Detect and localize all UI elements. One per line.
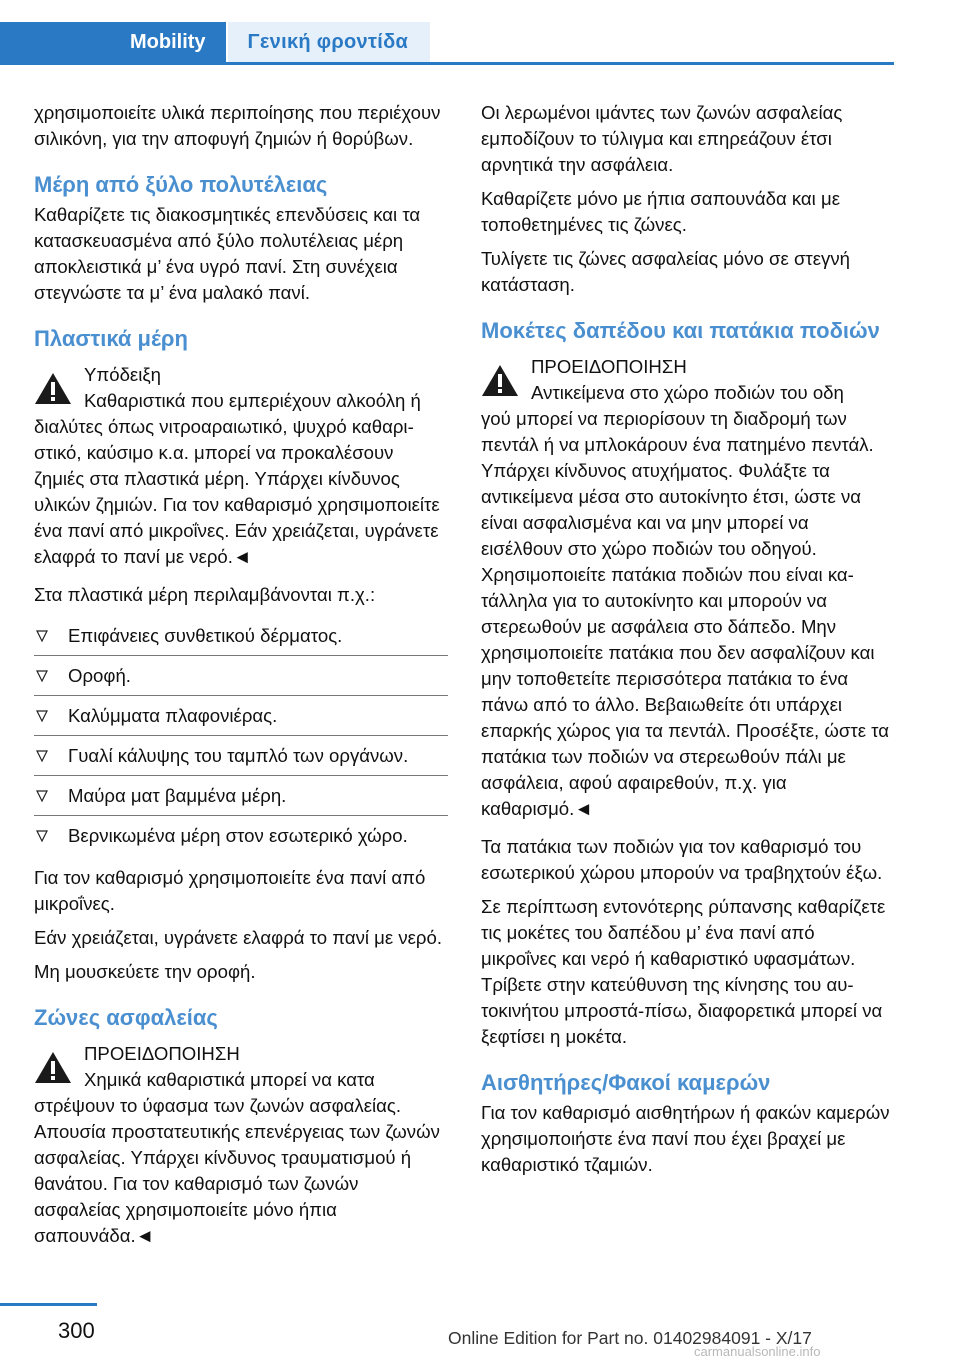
heading-floor-mats: Μοκέτες δαπέδου και πατάκια ποδιών <box>481 318 880 343</box>
plastic-parts-list <box>34 616 448 855</box>
left-column <box>34 100 448 1261</box>
list-item: Βερνικωμένα μέρη στον εσωτερικό χώρο. <box>34 815 448 855</box>
paragraph-intro: χρησιμοποιείτε υλικά περιποίησης που περιέχουν σιλικόνη, για την αποφυγή ζημιών ή θορύβων. <box>34 102 441 149</box>
warning-seat-belts <box>34 1041 448 1249</box>
paragraph-plastic-roof: Μη μουσκεύετε την οροφή. <box>34 961 256 982</box>
heading-sensors: Αισθητήρες/Φακοί καμερών <box>481 1070 771 1095</box>
page-number: 300 <box>58 1318 95 1343</box>
paragraph-plastic-cleaning: Για τον καθαρισμό χρησιμοποιείτε ένα πανί από μικροΐνες. <box>34 867 426 914</box>
warning-floor-mats-text: γού μπορεί να περιορίσουν τη διαδρομή των πεντάλ ή να μπλοκάρουν ένα πατημένο πεντάλ. Υπάρχει κίνδυνος ατυχήματος. Φυλάξτε τα αντικείμενα μέσα στο αυτοκίνητο έτσι, ώστε να είναι ασφαλισμένα και να μην μπορεί να εισέλθουν στο χώρο ποδιών του οδηγού. Χρησιμοποιείτε πατάκια ποδιών που είναι κατάλληλα για το αυτοκίνητο και μπορούν να στερεωθούν με ασφάλεια στο δάπεδο. Μην χρησιμοποιείτε πατάκια που δεν ασφαλίζουν και μην τοποθετείτε περισσότερα πατάκια το ένα πάνω από το άλλο. Βεβαιωθείτε ότι υπάρχει επαρκής χώρος για τα πεντάλ. Προσέξτε, ώστε τα πατάκια των ποδιών να στερεωθούν πάλι με ασφάλεια, αφού αφαιρεθούν, π.χ. για καθαρισμό.◄ <box>481 408 890 819</box>
paragraph-mats-remove: Τα πατάκια των ποδιών για τον καθαρισμό του εσωτερικού χώρου μπορούν να τραβηχτούν έξω. <box>481 836 883 883</box>
list-item: Μαύρα ματ βαμμένα μέρη. <box>34 775 448 815</box>
paragraph-plastic-water: Εάν χρειάζεται, υγράνετε ελαφρά το πανί με νερό. <box>34 927 443 948</box>
tab-mobility: Mobility <box>0 22 226 62</box>
bullet-triangle-icon <box>36 790 48 802</box>
paragraph-belts-dry: Τυλίγετε τις ζώνες ασφαλείας μόνο σε στεγνή κατάσταση. <box>481 248 850 295</box>
footer-edition: Online Edition for Part no. 01402984091 - X/17 <box>448 1328 812 1348</box>
warning-seat-belts-title: ΠΡΟΕΙΔΟΠΟΙΗΣΗ <box>84 1043 240 1064</box>
list-item: Καλύμματα πλαφονιέρας. <box>34 695 448 735</box>
footer-rule <box>0 1303 97 1306</box>
notice-plastic-title: Υπόδειξη <box>84 364 162 385</box>
warning-icon <box>481 364 519 397</box>
notice-plastic <box>34 362 448 570</box>
warning-floor-mats-title: ΠΡΟΕΙΔΟΠΟΙΗΣΗ <box>531 356 687 377</box>
paragraph-sensors: Για τον καθαρισμό αισθητήρων ή φακών καμερών χρησιμοποιήστε ένα πανί που έχει βραχεί με καθαριστικό τζαμιών. <box>481 1102 890 1175</box>
warning-floor-mats <box>481 354 895 822</box>
list-item: Οροφή. <box>34 655 448 695</box>
header-rule <box>0 62 894 65</box>
warning-icon <box>34 1051 72 1084</box>
bullet-triangle-icon <box>36 630 48 642</box>
heading-plastic-parts: Πλαστικά μέρη <box>34 326 188 351</box>
tab-general-care: Γενική φροντίδα <box>228 22 431 62</box>
right-column <box>481 100 895 1186</box>
watermark: carmanualsonline.info <box>694 1344 821 1359</box>
paragraph-luxury-wood: Καθαρίζετε τις διακοσμητικές επενδύσεις και τα κατασκευασμένα από ξύλο πολυτέλειας μέρη αποκλειστικά μ’ ένα υγρό πανί. Στη συνέχεια στεγνώστε τα μ’ ένα μαλακό πανί. <box>34 204 421 303</box>
warning-seat-belts-text: στρέψουν το ύφασμα των ζωνών ασφαλείας. Απουσία προστατευτικής επενέργειας των ζωνών ασφαλείας. Υπάρχει κίνδυνος τραυματισμού ή θανάτου. Για τον καθαρισμό των ζωνών ασφαλείας χρησιμοποιείτε μόνο ήπια σαπουνάδα.◄ <box>34 1095 440 1246</box>
bullet-triangle-icon <box>36 710 48 722</box>
heading-luxury-wood: Μέρη από ξύλο πολυτέλειας <box>34 172 328 197</box>
paragraph-belts-dirty: Οι λερωμένοι ιμάντες των ζωνών ασφαλείας εμποδίζουν το τύλιγμα και επηρεάζουν έτσι αρνητικά την ασφάλεια. <box>481 102 843 175</box>
list-item: Γυαλί κάλυψης του ταμπλό των οργάνων. <box>34 735 448 775</box>
warning-seat-belts-first-line: Χημικά καθαριστικά μπορεί να κατα <box>84 1069 375 1090</box>
bullet-triangle-icon <box>36 830 48 842</box>
bullet-triangle-icon <box>36 670 48 682</box>
notice-plastic-text: διαλύτες όπως νιτροαραιωτικό, ψυχρό καθαριστικό, καύσιμο κ.α. μπορεί να προκαλέσουν ζημιές στα πλαστικά μέρη. Υπάρχει κίνδυνος υλικών ζημιών. Για τον καθαρισμό χρησιμοποιείτε ένα πανί από μικροΐνες. Εάν χρειάζεται, υγράνετε ελαφρά το πανί με νερό.◄ <box>34 416 440 567</box>
list-item: Επιφάνειες συνθετικού δέρματος. <box>34 616 448 655</box>
paragraph-mats-heavy: Σε περίπτωση εντονότερης ρύπανσης καθαρίζετε τις μοκέτες του δαπέδου μ’ ένα πανί από μικροΐνες και νερό ή καθαριστικό υφασμάτων. Τρίβετε στην κατεύθυνση της κίνησης του αυτοκινήτου μπροστά-πίσω, διαφορετικά μπορεί να ξεφτίσει η μοκέτα. <box>481 896 886 1047</box>
paragraph-plastic-list-intro: Στα πλαστικά μέρη περιλαμβάνονται π.χ.: <box>34 584 376 605</box>
heading-seat-belts: Ζώνες ασφαλείας <box>34 1005 218 1030</box>
header-tabs <box>0 22 430 62</box>
warning-icon <box>34 372 72 405</box>
warning-floor-mats-first-line: Αντικείμενα στο χώρο ποδιών του οδη <box>531 382 844 403</box>
paragraph-belts-soap: Καθαρίζετε μόνο με ήπια σαπουνάδα και με τοποθετημένες τις ζώνες. <box>481 188 840 235</box>
notice-plastic-first-line: Καθαριστικά που εμπεριέχουν αλκοόλη ή <box>84 390 421 411</box>
bullet-triangle-icon <box>36 750 48 762</box>
